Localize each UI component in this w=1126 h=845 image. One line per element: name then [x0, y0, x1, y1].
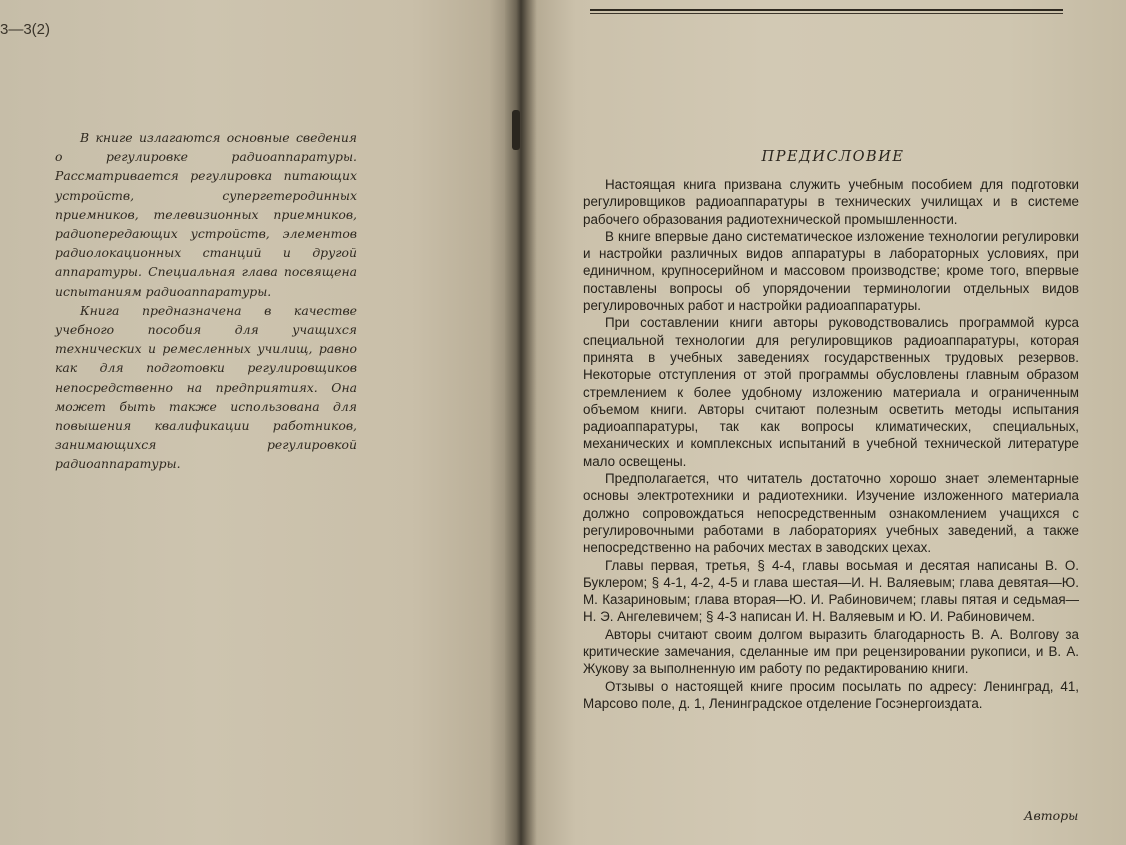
preface-paragraph: Авторы считают своим долгом выразить благодарность В. А. Волгову за критические замечания, сделанные им при рецензировании рукописи, и В. А. Жукову за выполненную им работу по редактированию книги. — [583, 626, 1079, 677]
preface-paragraph: Настоящая книга призвана служить учебным пособием для подготовки регулировщиков радиоаппаратуры в технических училищах и в системе рабочего образования радиотехнической промышленности. — [583, 177, 1079, 227]
preface-paragraph: В книге впервые дано систематическое изложение технологии регулировки и настройки различных видов аппаратуры в лабораторных условиях, при единичном, крупносерийном и массовом производстве; кроме того, впервые поставлены вопросы об упорядочении терминологии отдельных видов регулировочных работ и настройки радиоаппаратуры. — [583, 228, 1079, 314]
preface-signature: Авторы — [1024, 808, 1079, 823]
preface-body — [583, 176, 1079, 712]
left-page — [0, 0, 515, 845]
annotation-paragraph: Книга предназначена в качестве учебного пособия для учащихся технических и ремесленных училищ, равно как для подготовки регулировщиков непосредственно на предприятиях. Она может быть также использована для повышения квалификации работников, занимающихся регулировкой радиоаппаратуры. — [55, 302, 357, 472]
preface-paragraph: При составлении книги авторы руководствовались программой курса специальной технологии для регулировщиков радиоаппаратуры, которая принята в учебных заведениях государственных трудовых резервов. Некоторые отступления от этой программы обусловлены главным образом стремлением к более удобному изложению материала и ограниченным объемом книги. Авторы считают полезным осветить методы испытания радиоаппаратуры, так как вопросы климатических, специальных, механических и комплексных испытаний в учебной технической литературе мало освещены. — [583, 315, 1079, 469]
catalog-code: 3—3(2) — [0, 21, 51, 38]
preface-paragraph: Главы первая, третья, § 4-4, главы восьмая и десятая написаны В. О. Буклером; § 4-1, 4-2, 4-5 и глава шестая—И. Н. Валяевым; глава девятая—Ю. М. Казариновым; глава вторая—Ю. И. Рабиновичем; главы пятая и седьмая—Н. Э. Ангелевичем; § 4-3 написан И. Н. Валяевым и Ю. И. Рабиновичем. — [583, 557, 1079, 625]
annotation-paragraph: В книге излагаются основные сведения о регулировке радиоаппаратуры. Рассматривается регулировка питающих устройств, супергетеродинных приемников, телевизионных приемников, радиопередающих устройств, элементов радиолокационных станций и другой аппаратуры. Специальная глава посвящена испытаниям радиоаппаратуры. — [55, 130, 357, 299]
header-rule — [590, 9, 1063, 14]
binding-stitch — [512, 110, 520, 150]
book-gutter — [505, 0, 537, 845]
page-title: ПРЕДИСЛОВИЕ — [761, 149, 905, 165]
book-annotation — [55, 128, 357, 474]
preface-paragraph: Предполагается, что читатель достаточно хорошо знает элементарные основы электротехники и радиотехники. Изучение изложенного материала должно сопровождаться непосредственным ознакомлением учащихся с регулировочными работами в лабораториях учебных заведений, а также непосредственно на рабочих местах в заводских цехах. — [583, 471, 1079, 556]
preface-paragraph: Отзывы о настоящей книге просим посылать по адресу: Ленинград, 41, Марсово поле, д. 1, Ленинградское отделение Госэнергоиздата. — [583, 678, 1079, 711]
